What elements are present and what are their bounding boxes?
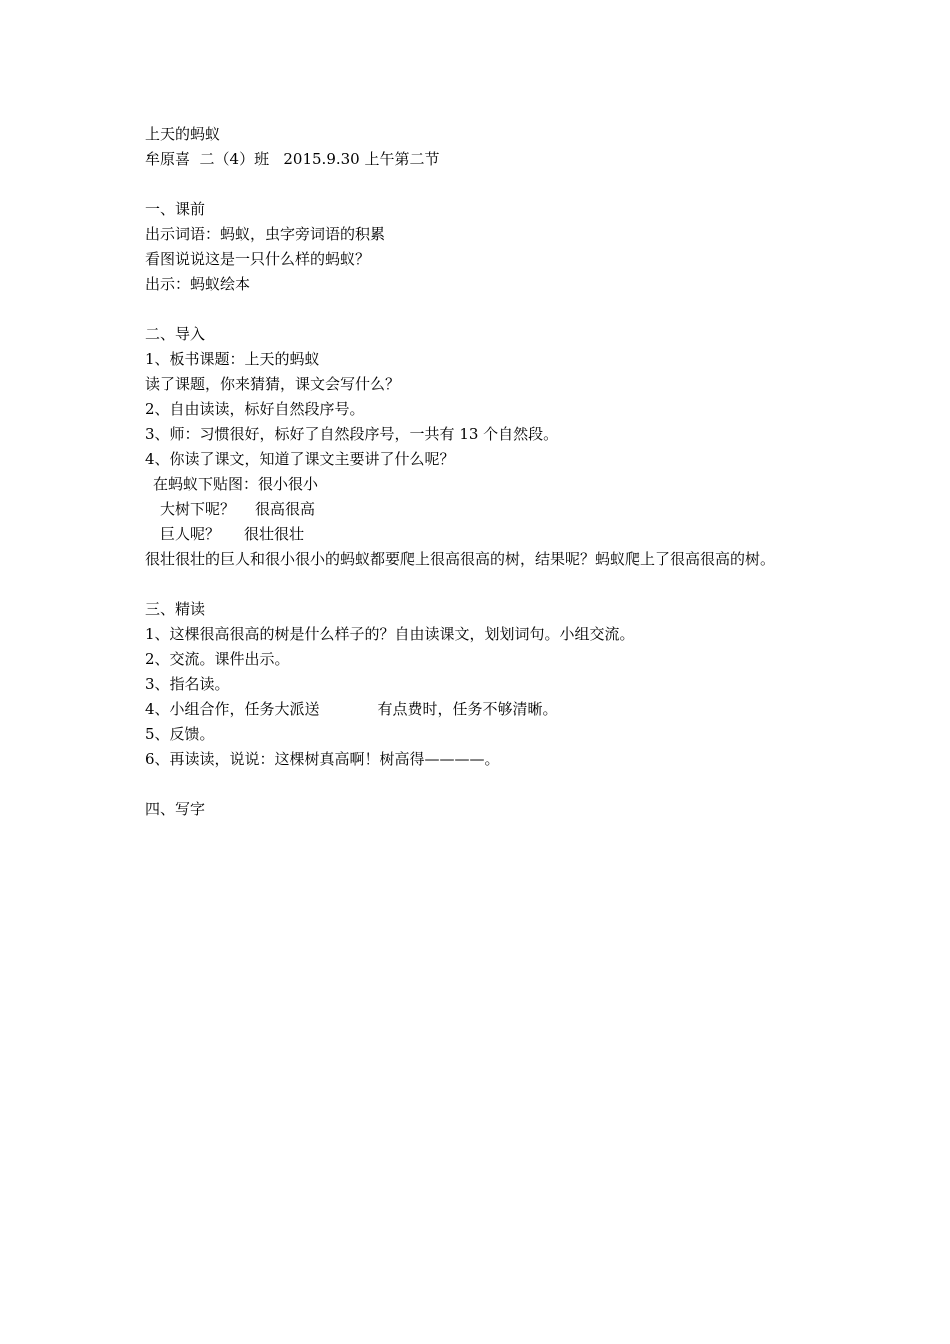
text-fragment: 很高很高: [255, 500, 316, 518]
text-line: 4、你读了课文，知道了课文主要讲了什么呢？: [145, 450, 455, 468]
text-line: 3、指名读。: [145, 675, 230, 693]
text-line: 5、反馈。: [145, 725, 215, 743]
document-title: 上天的蚂蚁: [145, 125, 221, 143]
spacer: [145, 172, 825, 197]
text-line: 3、师：习惯很好，标好了自然段序号，一共有 13 个自然段。: [145, 425, 559, 443]
section-heading: 四、写字: [145, 800, 206, 818]
text-line: 出示：蚂蚁绘本: [145, 275, 251, 293]
document-page: [145, 122, 825, 822]
section-heading: 一、课前: [145, 200, 206, 218]
spacer: [145, 297, 825, 322]
text-line: [145, 497, 825, 522]
text-fragment: 4、小组合作，任务大派送: [145, 700, 320, 718]
text-line: 6、再读读，说说：这棵树真高啊！树高得————。: [145, 750, 500, 768]
text-line: 1、板书课题：上天的蚂蚁: [145, 350, 320, 368]
text-line: 2、交流。课件出示。: [145, 650, 290, 668]
text-line: 1、这棵很高很高的树是什么样子的？自由读课文，划划词句。小组交流。: [145, 625, 635, 643]
section-introduction: [145, 322, 825, 572]
section-heading: 二、导入: [145, 325, 206, 343]
text-line: [145, 522, 825, 547]
text-line: 2、自由读读，标好自然段序号。: [145, 400, 365, 418]
text-line: 看图说说这是一只什么样的蚂蚁？: [145, 250, 371, 268]
section-before-class: [145, 197, 825, 297]
text-line: 在蚂蚁下贴图：很小很小: [153, 475, 319, 493]
text-fragment: 巨人呢？: [160, 525, 221, 543]
section-close-reading: [145, 597, 825, 772]
section-heading: 三、精读: [145, 600, 206, 618]
text-paragraph: 很壮很壮的巨人和很小很小的蚂蚁都要爬上很高很高的树，结果呢？蚂蚁爬上了很高很高的树。: [145, 550, 776, 568]
spacer: [145, 772, 825, 797]
text-line: 出示词语：蚂蚁，虫字旁词语的积累: [145, 225, 386, 243]
section-writing: [145, 797, 825, 822]
text-line: [145, 697, 825, 722]
text-fragment: 大树下呢？: [160, 500, 236, 518]
lesson-meta: 牟原喜 二（4）班 2015.9.30 上午第二节: [145, 150, 440, 168]
text-line: 读了课题，你来猜猜，课文会写什么？: [145, 375, 401, 393]
text-fragment: 很壮很壮: [244, 525, 305, 543]
text-fragment: 有点费时，任务不够清晰。: [377, 700, 558, 718]
spacer: [145, 572, 825, 597]
